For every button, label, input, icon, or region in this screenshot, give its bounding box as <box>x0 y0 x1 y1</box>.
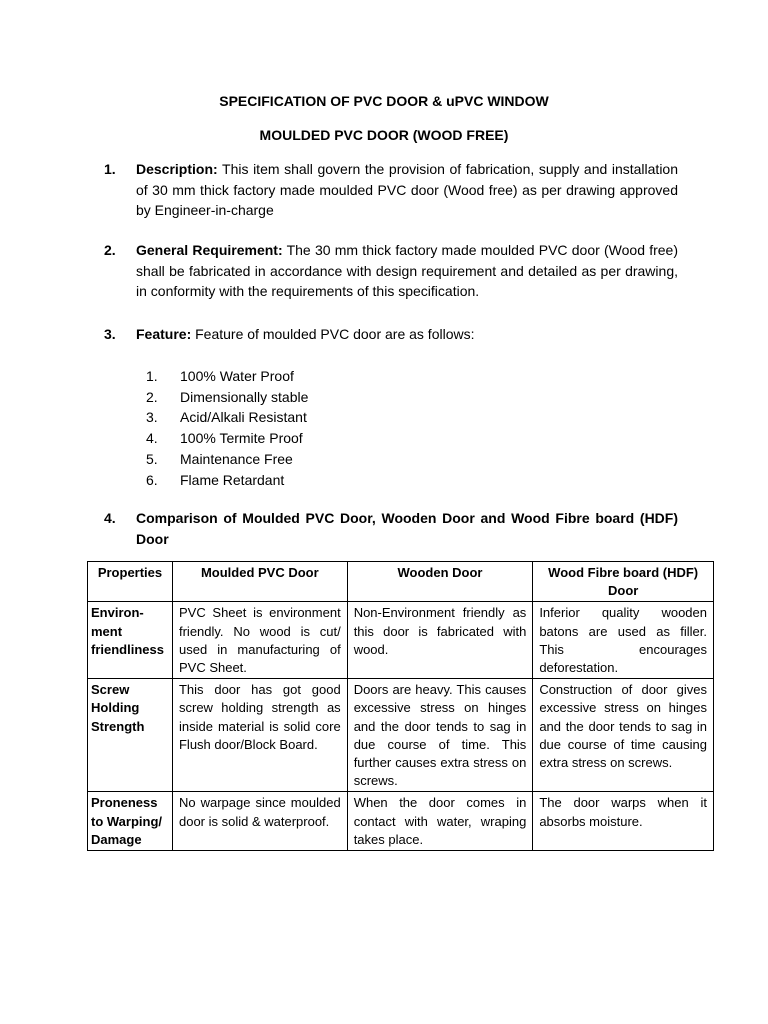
section-body <box>136 240 678 302</box>
table-cell: When the door comes in contact with water, wraping takes place. <box>347 792 533 851</box>
list-item: 1. 100% Water Proof <box>146 368 294 384</box>
list-item: 2. Dimensionally stable <box>146 388 309 405</box>
feature-list <box>146 366 308 490</box>
comparison-table <box>87 561 714 851</box>
table-cell: Screw Holding Strength <box>88 679 173 792</box>
table-row <box>88 792 714 851</box>
table-cell: Proneness to Warping/ Damage <box>88 792 173 851</box>
table-cell: Doors are heavy. This causes excessive stress on hinges and the door tends to sag in due course of time. This further causes extra stress on screws. <box>347 679 533 792</box>
table-cell: This door has got good screw holding strength as inside material is solid core Flush door/Block Board. <box>172 679 347 792</box>
table-cell: The door warps when it absorbs moisture. <box>533 792 714 851</box>
section-body <box>136 324 678 345</box>
table-cell: No warpage since moulded door is solid & waterproof. <box>172 792 347 851</box>
list-item: 6. Flame Retardant <box>146 471 285 488</box>
section-lead: Comparison of Moulded PVC Door, Wooden Door and Wood Fibre board (HDF) Door <box>136 510 678 547</box>
document-subtitle: MOULDED PVC DOOR (WOOD FREE) <box>259 127 509 143</box>
table-row <box>88 679 714 792</box>
section-text: The 30 mm thick factory made moulded PVC door (Wood free) shall be fabricated in accordance with design requirement and detailed as per drawing, in conformity with the requirements of this specification. <box>136 242 679 299</box>
section-number: 3. <box>104 326 116 342</box>
section-lead: Description: <box>136 161 218 177</box>
table-cell: Environ-ment friendliness <box>88 602 173 679</box>
column-header: Wood Fibre board (HDF) Door <box>533 562 714 602</box>
section-text: Feature of moulded PVC door are as follows: <box>195 326 475 342</box>
section-number: 2. <box>104 242 116 258</box>
table-cell: Construction of door gives excessive stress on hinges and the door tends to sag in due course of time causing extra stress on screws. <box>533 679 714 792</box>
column-header: Wooden Door <box>347 562 533 602</box>
list-item: 4. 100% Termite Proof <box>146 430 303 447</box>
section-number: 4. <box>104 510 116 526</box>
table-cell: PVC Sheet is environment friendly. No wood is cut/ used in manufacturing of PVC Sheet. <box>172 602 347 679</box>
table-row <box>88 602 714 679</box>
list-item: 5. Maintenance Free <box>146 450 293 467</box>
section-lead: Feature: <box>136 326 192 342</box>
list-item: 3. Acid/Alkali Resistant <box>146 409 307 426</box>
column-header: Moulded PVC Door <box>172 562 347 602</box>
section-lead: General Requirement: <box>136 242 283 258</box>
section-text: This item shall govern the provision of fabrication, supply and installation of 30 mm thick factory made moulded PVC door (Wood free) as per drawing approved by Engineer-in-charge <box>136 161 678 218</box>
section-body <box>136 508 678 549</box>
section-body <box>136 159 678 221</box>
document-title: SPECIFICATION OF PVC DOOR & uPVC WINDOW <box>219 93 549 109</box>
table-cell: Non-Environment friendly as this door is fabricated with wood. <box>347 602 533 679</box>
table-cell: Inferior quality wooden batons are used as filler. This encourages deforestation. <box>533 602 714 679</box>
section-number: 1. <box>104 161 116 177</box>
column-header: Properties <box>88 562 173 602</box>
table-header-row <box>88 562 714 602</box>
